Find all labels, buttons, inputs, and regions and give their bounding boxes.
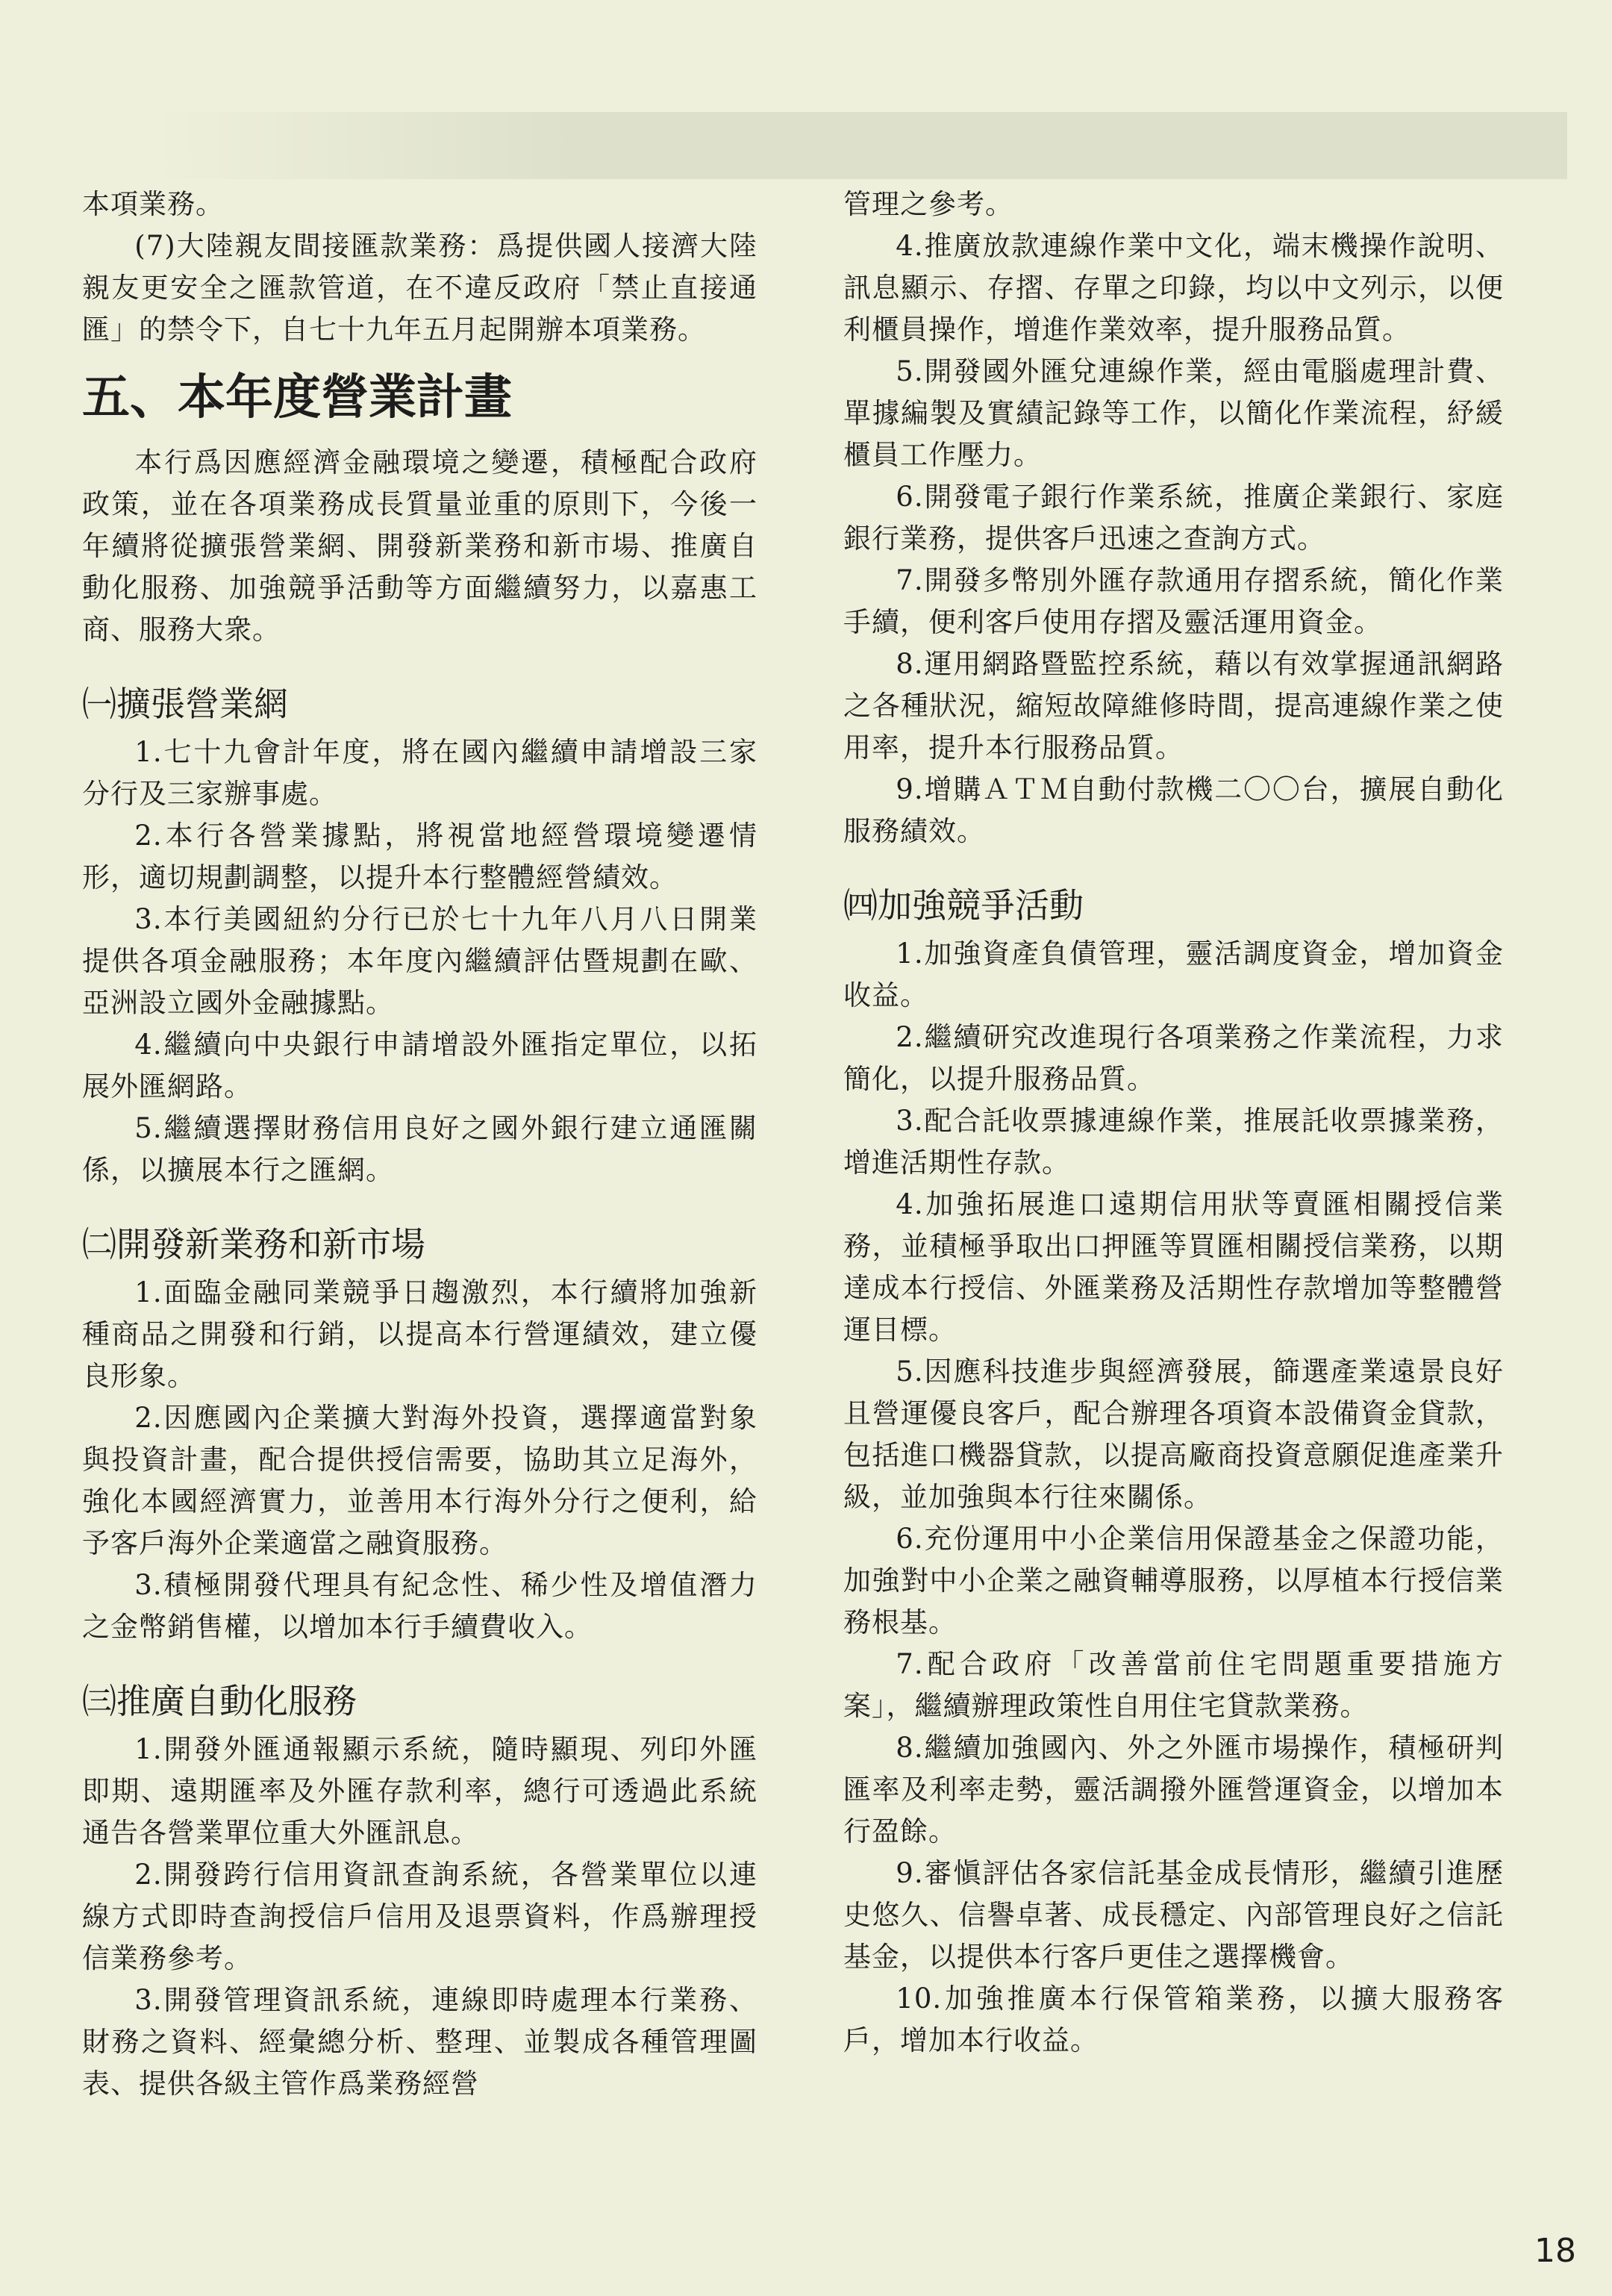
sub2-item: 2.因應國內企業擴大對海外投資，選擇適當對象與投資計畫，配合提供授信需要，協助其立足海外，強化本國經濟實力，並善用本行海外分行之便利，給予客戶海外企業適當之融資服務。 — [82, 1402, 757, 1559]
subsection-2-title: ㈡開發新業務和新市場 — [82, 1224, 425, 1264]
subsection-3-title: ㈢推廣自動化服務 — [82, 1681, 357, 1721]
subsection-4-title: ㈣加強競爭活動 — [843, 885, 1084, 926]
sub3-item: 7.開發多幣別外匯存款通用存摺系統，簡化作業手續，便利客戶使用存摺及靈活運用資金。 — [843, 564, 1504, 638]
sub1-item: 5.繼續選擇財務信用良好之國外銀行建立通匯關係，以擴展本行之匯網。 — [82, 1112, 757, 1186]
subsection-1-title: ㈠擴張營業網 — [82, 684, 288, 724]
intro-line-1: 本項業務。 — [82, 188, 224, 220]
sub3-item: 6.開發電子銀行作業系統，推廣企業銀行、家庭銀行業務，提供客戶迅速之查詢方式。 — [843, 481, 1504, 555]
bleed-through-band — [149, 112, 1567, 179]
sub3-item: 5.開發國外匯兌連線作業，經由電腦處理計費、單據編製及實績記錄等工作，以簡化作業流程，紓緩櫃員工作壓力。 — [843, 355, 1504, 471]
sub4-item: 6.充份運用中小企業信用保證基金之保證功能，加強對中小企業之融資輔導服務，以厚植本行授信業務根基。 — [843, 1523, 1504, 1638]
right-column — [843, 184, 1504, 2062]
sub1-item: 4.繼續向中央銀行申請增設外匯指定單位，以拓展外匯網路。 — [82, 1029, 757, 1102]
page-number: 18 — [1534, 2232, 1576, 2270]
sub1-item: 3.本行美國紐約分行已於七十九年八月八日開業提供各項金融服務；本年度內繼續評估暨規劃在歐、亞洲設立國外金融據點。 — [82, 903, 757, 1019]
sub4-item: 9.審愼評估各家信託基金成長情形，繼續引進歷史悠久、信譽卓著、成長穩定、內部管理良好之信託基金，以提供本行客戶更佳之選擇機會。 — [843, 1857, 1504, 1973]
section-intro: 本行爲因應經濟金融環境之變遷，積極配合政府政策，並在各項業務成長質量並重的原則下，今後一年續將從擴張營業網、開發新業務和新市場、推廣自動化服務、加強競爭活動等方面繼續努力，以嘉惠工商、服務大衆。 — [82, 446, 757, 646]
sub1-item: 2.本行各營業據點，將視當地經營環境變遷情形，適切規劃調整，以提升本行整體經營績效。 — [82, 820, 757, 893]
sub4-item: 2.繼續研究改進現行各項業務之作業流程，力求簡化，以提升服務品質。 — [843, 1021, 1504, 1095]
sub2-item: 1.面臨金融同業競爭日趨激烈，本行續將加強新種商品之開發和行銷，以提高本行營運績效，建立優良形象。 — [82, 1276, 757, 1392]
sub4-item: 7.配合政府「改善當前住宅問題重要措施方案」，繼續辦理政策性自用住宅貸款業務。 — [843, 1648, 1504, 1722]
sub1-item: 1.七十九會計年度，將在國內繼續申請增設三家分行及三家辦事處。 — [82, 736, 757, 810]
sub3-item: 1.開發外匯通報顯示系統，隨時顯現、列印外匯即期、遠期匯率及外匯存款利率，總行可透過此系統通告各營業單位重大外匯訊息。 — [82, 1733, 757, 1849]
intro-item-7: (7)大陸親友間接匯款業務：爲提供國人接濟大陸親友更安全之匯款管道，在不違反政府「禁止直接通匯」的禁令下，自七十九年五月起開辦本項業務。 — [82, 230, 757, 346]
sub4-item: 3.配合託收票據連線作業，推展託收票據業務，增進活期性存款。 — [843, 1105, 1504, 1179]
sub4-item: 1.加強資產負債管理，靈活調度資金，增加資金收益。 — [843, 938, 1504, 1011]
sub4-item: 5.因應科技進步與經濟發展，篩選產業遠景良好且營運優良客戶，配合辦理各項資本設備資金貸款，包括進口機器貸款，以提高廠商投資意願促進產業升級，並加強與本行往來關係。 — [843, 1356, 1504, 1513]
sub3-item: 3.開發管理資訊系統，連線即時處理本行業務、財務之資料、經彙總分析、整理、並製成各種管理圖表、提供各級主管作爲業務經營 — [82, 1984, 757, 2100]
sub4-item: 10.加強推廣本行保管箱業務，以擴大服務客戶，增加本行收益。 — [843, 1983, 1504, 2056]
sub3-item: 4.推廣放款連線作業中文化，端末機操作說明、訊息顯示、存摺、存單之印錄，均以中文列示，以便利櫃員操作，增進作業效率，提升服務品質。 — [843, 230, 1504, 346]
sub4-item: 8.繼續加強國內、外之外匯市場操作，積極研判匯率及利率走勢，靈活調撥外匯營運資金，以增加本行盈餘。 — [843, 1732, 1504, 1847]
sub4-item: 4.加強拓展進口遠期信用狀等賣匯相關授信業務，並積極爭取出口押匯等買匯相關授信業務，以期達成本行授信、外匯業務及活期性存款增加等整體營運目標。 — [843, 1188, 1504, 1346]
section-title: 五、本年度營業計畫 — [82, 370, 512, 425]
sub2-item: 3.積極開發代理具有紀念性、稀少性及增值潛力之金幣銷售權，以增加本行手續費收入。 — [82, 1569, 757, 1643]
sub3-item: 8.運用網路暨監控系統，藉以有效掌握通訊網路之各種狀況，縮短故障維修時間，提高連線作業之使用率，提升本行服務品質。 — [843, 648, 1504, 764]
left-column — [82, 184, 757, 2105]
sub3-item: 2.開發跨行信用資訊查詢系統，各營業單位以連線方式即時查詢授信戶信用及退票資料，作爲辦理授信業務參考。 — [82, 1859, 757, 1974]
continuation-line: 管理之參考。 — [843, 188, 1013, 220]
sub3-item: 9.增購ＡＴＭ自動付款機二〇〇台，擴展自動化服務績效。 — [843, 773, 1504, 847]
